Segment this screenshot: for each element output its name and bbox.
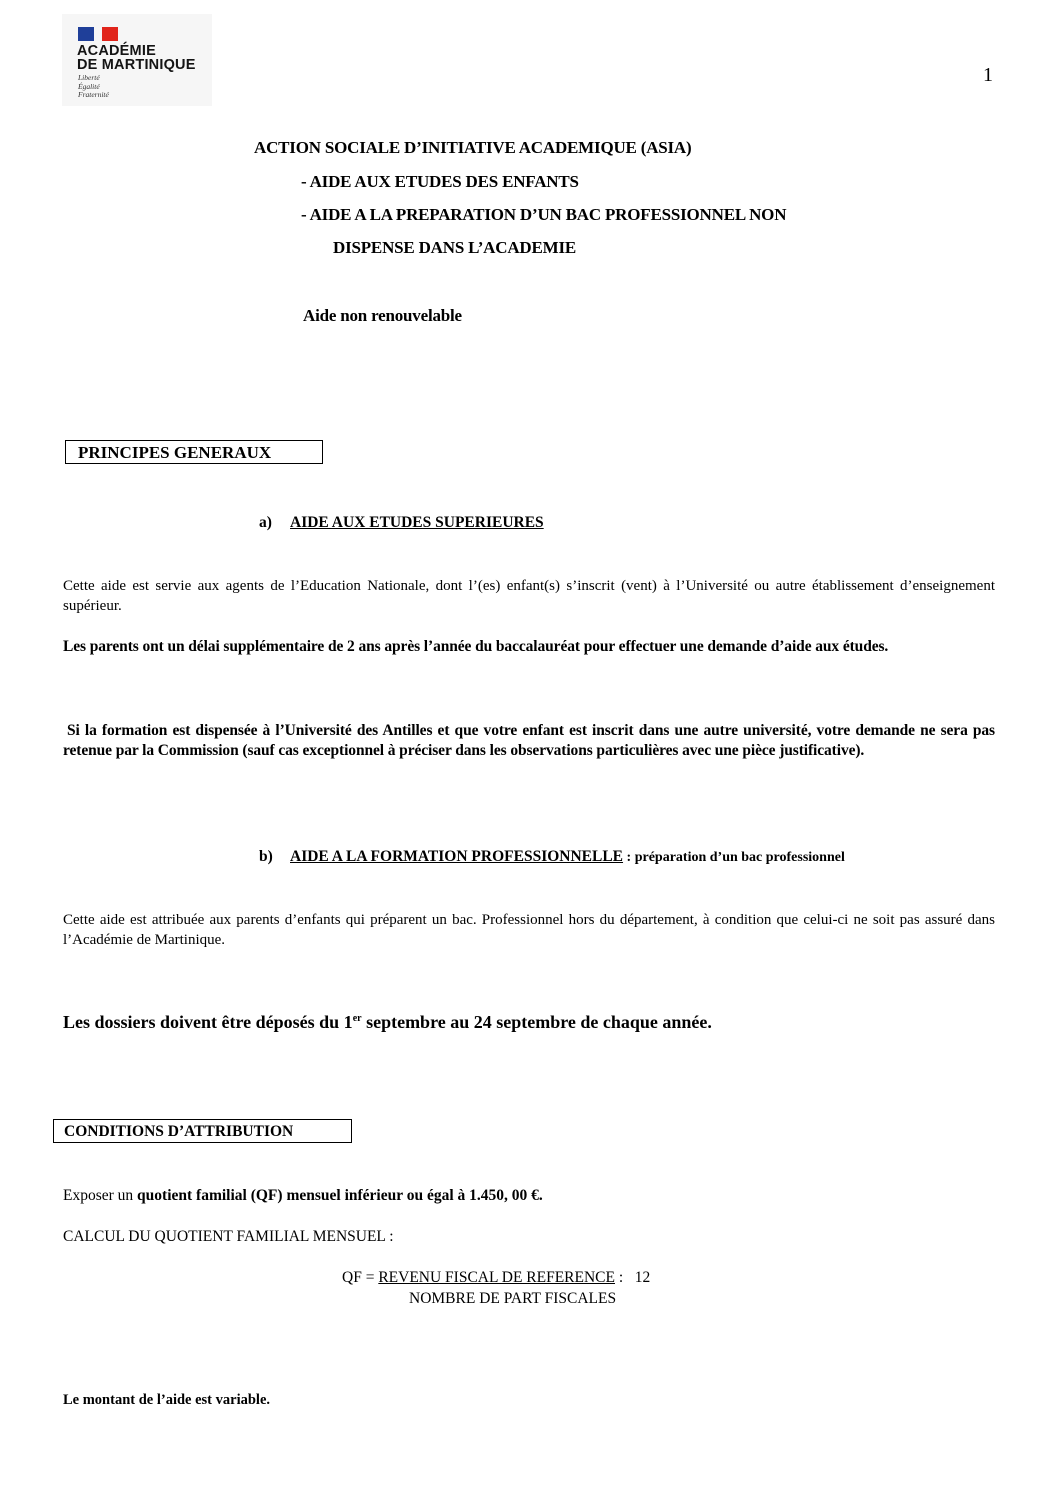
title-item-bac-pro-line1: - AIDE A LA PREPARATION D’UN BAC PROFESSIONNEL NON	[301, 205, 787, 224]
qf-formula-numerator-line	[342, 1269, 650, 1287]
page-number: 1	[983, 64, 993, 86]
qf-formula-denominator: NOMBRE DE PART FISCALES	[409, 1290, 617, 1307]
section-a-paragraph-3: Si la formation est dispensée à l’Université des Antilles et que votre enfant est inscrit dans une autre université, votre demande ne sera pas retenue par la Commission (sauf cas exceptionnel à préciser dans les observations particulières avec une pièce justificative).	[63, 722, 995, 759]
qf-condition-prefix: Exposer un	[63, 1187, 138, 1204]
logo-line-2: DE MARTINIQUE	[77, 57, 196, 73]
deadline-text-start: Les dossiers doivent être déposés du 1	[63, 1012, 353, 1032]
deadline-text-end: septembre au 24 septembre de chaque année.	[361, 1012, 712, 1032]
qf-formula-lhs: QF =	[342, 1269, 379, 1286]
flag-blue-stripe	[78, 27, 94, 41]
calcul-qf-label: CALCUL DU QUOTIENT FAMILIAL MENSUEL :	[63, 1228, 394, 1245]
logo-motto	[78, 74, 109, 100]
section-a-marker: a)	[259, 514, 272, 531]
section-b-title: AIDE A LA FORMATION PROFESSIONNELLE	[290, 848, 624, 865]
section-b-marker: b)	[259, 848, 273, 865]
section-b-paragraph-1: Cette aide est attribuée aux parents d’enfants qui préparent un bac. Professionnel hors du département, à condition que celui-ci ne soit pas assuré dans l’Académie de Martinique.	[63, 912, 995, 948]
deadline-superscript: er	[352, 1013, 362, 1024]
logo-line-1: ACADÉMIE	[77, 43, 156, 59]
french-flag-icon	[78, 27, 118, 41]
section-b-title-suffix: : préparation d’un bac professionnel	[623, 850, 845, 865]
section-a-paragraph-1: Cette aide est servie aux agents de l’Education Nationale, dont l’(es) enfant(s) s’inscrit (vent) à l’Université ou autre établissement d’enseignement supérieur.	[63, 578, 995, 614]
title-item-bac-pro-line2: DISPENSE DANS L’ACADEMIE	[333, 238, 577, 257]
section-a-title: AIDE AUX ETUDES SUPERIEURES	[290, 514, 544, 531]
flag-red-stripe	[102, 27, 118, 41]
section-a-paragraph-2: Les parents ont un délai supplémentaire de 2 ans après l’année du baccalauréat pour effectuer une demande d’aide aux études.	[63, 638, 889, 655]
motto-fraternite: Fraternité	[78, 90, 109, 99]
conditions-heading: CONDITIONS D’ATTRIBUTION	[53, 1119, 352, 1143]
amount-note: Le montant de l’aide est variable.	[63, 1392, 271, 1408]
motto-liberte: Liberté	[78, 73, 100, 82]
principes-generaux-heading: PRINCIPES GENERAUX	[65, 440, 323, 464]
section-b-heading	[290, 848, 845, 866]
qf-condition	[63, 1187, 543, 1205]
deadline-notice	[63, 1012, 712, 1033]
qf-formula-divisor: : 12	[614, 1269, 651, 1286]
title-item-etudes: - AIDE AUX ETUDES DES ENFANTS	[301, 172, 579, 191]
document-title: ACTION SOCIALE D’INITIATIVE ACADEMIQUE (ASIA)	[254, 138, 692, 157]
aide-non-renouvelable: Aide non renouvelable	[303, 306, 462, 325]
logo-title	[77, 44, 196, 72]
qf-formula-numerator: REVENU FISCAL DE REFERENCE	[378, 1269, 615, 1286]
qf-condition-value: quotient familial (QF) mensuel inférieur ou égal à 1.450, 00 €.	[137, 1187, 543, 1204]
motto-egalite: Égalité	[78, 81, 100, 91]
